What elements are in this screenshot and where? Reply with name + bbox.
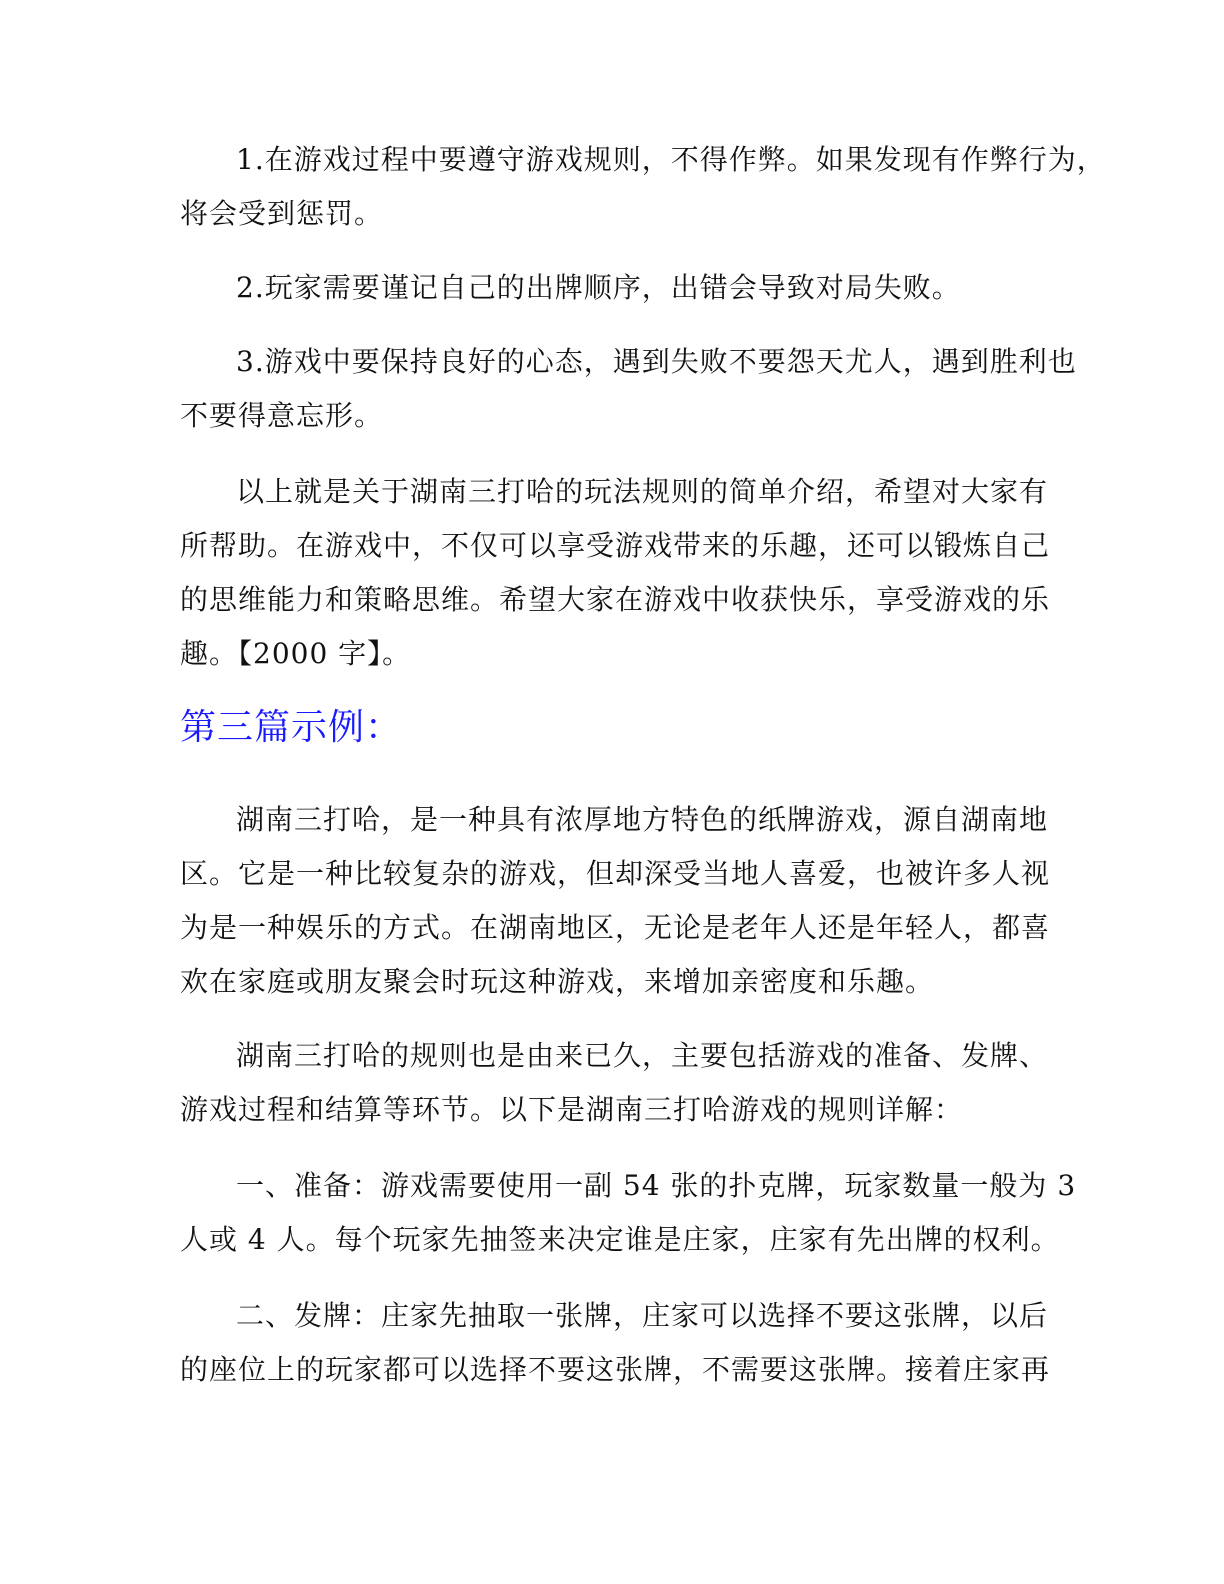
paragraph-1-line-3: 为是一种娱乐的方式。在湖南地区，无论是老年人还是年轻人，都喜 [180, 911, 1051, 944]
paragraph-2-line-2: 游戏过程和结算等环节。以下是湖南三打哈游戏的规则详解： [180, 1093, 964, 1126]
conclusion-line-2: 所帮助。在游戏中，不仅可以享受游戏带来的乐趣，还可以锻炼自己 [180, 529, 1051, 562]
paragraph-1-line-4: 欢在家庭或朋友聚会时玩这种游戏，来增加亲密度和乐趣。 [180, 965, 935, 998]
rule-item-3-line-2: 不要得意忘形。 [180, 399, 384, 432]
conclusion-line-3: 的思维能力和策略思维。希望大家在游戏中收获快乐，享受游戏的乐 [180, 583, 1051, 616]
rule-item-1-line-1: 1.在游戏过程中要遵守游戏规则，不得作弊。如果发现有作弊行为， [236, 143, 1106, 176]
paragraph-2-line-1: 湖南三打哈的规则也是由来已久，主要包括游戏的准备、发牌、 [236, 1039, 1049, 1072]
conclusion-line-4: 趣。【2000 字】。 [180, 637, 412, 670]
paragraph-3-line-1: 一、准备：游戏需要使用一副 54 张的扑克牌，玩家数量一般为 3 [236, 1169, 1077, 1202]
conclusion-line-1: 以上就是关于湖南三打哈的玩法规则的简单介绍，希望对大家有 [236, 475, 1049, 508]
section-heading: 第三篇示例： [180, 707, 403, 748]
rule-item-2-line-1: 2.玩家需要谨记自己的出牌顺序，出错会导致对局失败。 [236, 271, 961, 304]
paragraph-1-line-2: 区。它是一种比较复杂的游戏，但却深受当地人喜爱，也被许多人视 [180, 857, 1051, 890]
paragraph-1-line-1: 湖南三打哈，是一种具有浓厚地方特色的纸牌游戏，源自湖南地 [236, 803, 1049, 836]
paragraph-4-line-1: 二、发牌：庄家先抽取一张牌，庄家可以选择不要这张牌，以后 [236, 1299, 1049, 1332]
paragraph-3-line-2: 人或 4 人。每个玩家先抽签来决定谁是庄家，庄家有先出牌的权利。 [180, 1223, 1060, 1256]
rule-item-1-line-2: 将会受到惩罚。 [180, 197, 384, 230]
paragraph-4-line-2: 的座位上的玩家都可以选择不要这张牌，不需要这张牌。接着庄家再 [180, 1353, 1051, 1386]
rule-item-3-line-1: 3.游戏中要保持良好的心态，遇到失败不要怨天尤人，遇到胜利也 [236, 345, 1077, 378]
